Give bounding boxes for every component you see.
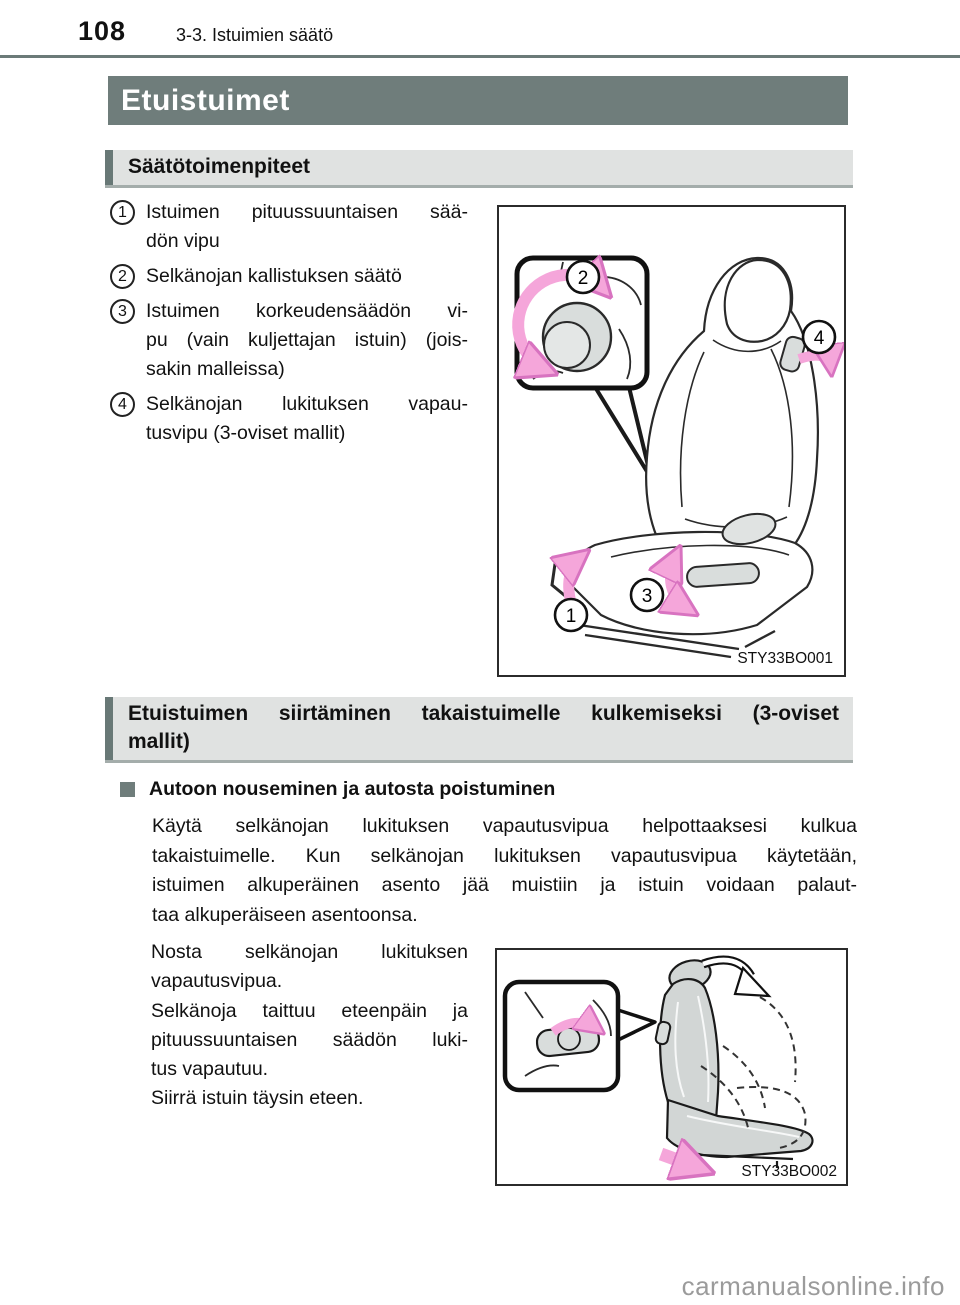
text-line: mallit) <box>128 730 190 753</box>
svg-text:2: 2 <box>577 268 589 289</box>
text-line: Selkänojan lukituksen vapau- <box>146 393 468 415</box>
heading-saatotoimenpiteet <box>105 150 853 188</box>
square-bullet-icon <box>120 782 135 797</box>
text-line: Siirrä istuin täysin eteen. <box>151 1087 364 1110</box>
list-item <box>110 390 468 448</box>
text-line: dön vipu <box>146 230 220 252</box>
heading-accent-bar <box>105 150 113 185</box>
list-item <box>110 198 468 256</box>
seat-solid-drawing <box>655 956 813 1168</box>
heading-text: Säätötoimenpiteet <box>128 155 311 178</box>
list-item <box>110 262 468 291</box>
release-lever-inset <box>505 982 655 1090</box>
fold-direction-arrow <box>703 960 769 996</box>
circled-number-1: 1 <box>110 200 135 225</box>
heading-text <box>113 697 853 760</box>
text-line: pituussuuntaisen säädön luki- <box>151 1028 468 1051</box>
svg-text:1: 1 <box>565 606 577 627</box>
chapter-title: 3-3. Istuimien säätö <box>176 25 334 45</box>
subheading-row <box>120 778 555 801</box>
height-lever <box>686 563 759 588</box>
figure-seat-adjustments <box>497 205 846 677</box>
list-item-text <box>146 297 468 384</box>
figure-seat-folding <box>495 948 848 1186</box>
figure-code-label: STY33BO002 <box>741 1163 837 1180</box>
text-line: Selkänojan kallistuksen säätö <box>146 265 402 287</box>
text-line: tus vapautuu. <box>151 1058 269 1081</box>
page-number: 108 <box>78 16 127 46</box>
text-line: pu (vain kuljettajan istuin) (jois- <box>146 329 468 351</box>
body-paragraph <box>152 812 857 930</box>
subheading-text: Autoon nouseminen ja autosta poistuminen <box>149 778 556 800</box>
seat-folding-illustration <box>497 950 846 1184</box>
list-item-text <box>146 262 468 291</box>
list-item-text <box>146 198 468 256</box>
inset-pointer <box>618 1010 655 1040</box>
text-line: vapautusvipua. <box>151 970 283 993</box>
list-item <box>110 297 468 384</box>
heading-etuistuimen-siirtaminen <box>105 697 853 763</box>
callout-4-badge <box>803 321 835 353</box>
header-rule <box>0 55 960 58</box>
text-line: Selkänoja taittuu eteenpäin ja <box>151 999 468 1022</box>
text-line: istuimen alkuperäinen asento jää muistiin ja istuin voidaan palaut- <box>152 874 857 896</box>
svg-text:4: 4 <box>813 328 825 349</box>
circled-number-4: 4 <box>110 392 135 417</box>
text-line: Etuistuimen siirtäminen takaistuimelle kulkemiseksi (3-oviset <box>128 702 839 725</box>
callout-3-badge <box>631 579 663 611</box>
list-item-text <box>146 390 468 448</box>
figure-code-label: STY33BO001 <box>737 650 833 667</box>
text-line: takaistuimelle. Kun selkänojan lukituksen vapautusvipua käytetään, <box>152 844 857 867</box>
section-banner: Etuistuimet <box>108 76 848 125</box>
step-paragraph <box>151 938 468 1114</box>
text-line: Käytä selkänojan lukituksen vapautusvipua helpottaaksesi kulkua <box>152 815 857 837</box>
seat-adjustment-illustration <box>499 207 844 675</box>
site-watermark: carmanualsonline.info <box>681 1271 945 1301</box>
text-line: Nosta selkänojan lukituksen <box>151 941 468 963</box>
adjustment-list <box>110 198 468 454</box>
heading-accent-bar <box>105 697 113 760</box>
text-line: Istuimen pituussuuntaisen sää- <box>146 201 468 223</box>
callout-1-badge <box>555 599 587 631</box>
callout-2-badge <box>567 261 599 293</box>
inset-pointer <box>595 387 651 478</box>
heading-underline <box>105 760 853 763</box>
text-line: tusvipu (3-oviset mallit) <box>146 422 346 444</box>
slide-forward-arrow <box>661 1154 705 1170</box>
text-line: sakin malleissa) <box>146 358 285 380</box>
heading-underline <box>105 185 853 188</box>
text-line: Istuimen korkeudensäädön vi- <box>146 300 468 322</box>
circled-number-3: 3 <box>110 299 135 324</box>
text-line: taa alkuperäiseen asentoonsa. <box>152 903 418 926</box>
circled-number-2: 2 <box>110 264 135 289</box>
svg-text:3: 3 <box>641 586 653 607</box>
